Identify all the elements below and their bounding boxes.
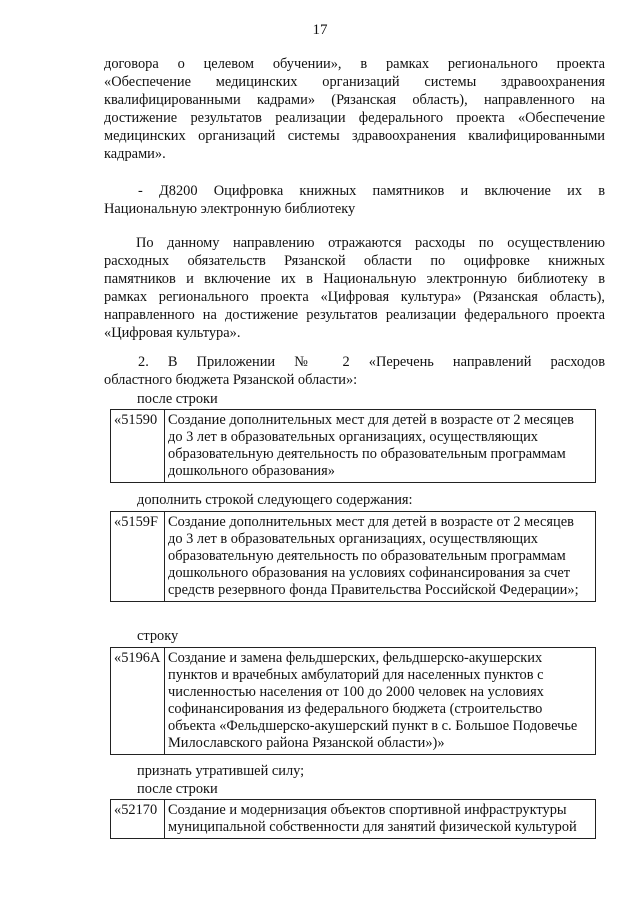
text-line: рамках регионального проекта «Цифровая культура» (Рязанская область),	[104, 289, 605, 305]
text-line: пунктов и врачебных амбулаторий для населенных пунктов с	[168, 667, 544, 683]
budget-row-52170	[110, 799, 596, 839]
text-line: софинансирования из федерального бюджета (строительство	[168, 701, 543, 717]
row-code: «5159F	[111, 512, 165, 602]
text-line: медицинских организаций системы здравоохранения квалифицированными	[104, 128, 605, 144]
text-line: дошкольного образования на условиях софинансирования за счет	[168, 565, 571, 581]
text-line: образовательную деятельность по образовательным программам	[168, 548, 566, 564]
text-line: Создание дополнительных мест для детей в возрасте от 2 месяцев	[168, 514, 574, 530]
text-line: средств резервного фонда Правительства Российской Федерации»;	[168, 582, 579, 598]
text-line: По данному направлению отражаются расходы по осуществлению	[136, 235, 605, 251]
text-line: Милославского района Рязанской области»)»	[168, 735, 445, 751]
page-number: 17	[312, 22, 328, 38]
row-code: «5196А	[111, 648, 165, 755]
text-line: муниципальной собственности для занятий физической культурой	[168, 819, 577, 835]
text-line: достижение результатов реализации федерального проекта «Обеспечение	[104, 110, 605, 126]
direction-paragraph	[104, 234, 605, 342]
text-line: Создание и замена фельдшерских, фельдшерско-акушерских	[168, 650, 543, 666]
text-line: объекта «Фельдшерско-акушерский пункт в с. Большое Подовечье	[168, 718, 578, 734]
row-code: «52170	[111, 800, 165, 839]
text-line: до 3 лет в образовательных организациях, осуществляющих	[168, 429, 539, 445]
after-row-label: после строки	[137, 781, 218, 797]
row-code: «51590	[111, 410, 165, 483]
budget-row-5196a	[110, 647, 596, 755]
budget-row-51590	[110, 409, 596, 483]
text-line: Национальную электронную библиотеку	[104, 201, 356, 217]
text-line: памятников и включение их в Национальную электронную библиотеку в	[104, 271, 605, 287]
text-line: квалифицированными кадрами» (Рязанская область), направленного на	[104, 92, 605, 108]
intro-paragraph	[104, 55, 605, 163]
text-line: Создание дополнительных мест для детей в возрасте от 2 месяцев	[168, 412, 574, 428]
text-line: «Обеспечение медицинских организаций системы здравоохранения	[104, 74, 605, 90]
section-heading-d8200	[104, 182, 605, 218]
text-line: направленного на достижение результатов реализации федерального проекта	[104, 307, 605, 323]
row-label: строку	[137, 628, 179, 644]
text-line: «Цифровая культура».	[104, 325, 241, 341]
after-row-label: после строки	[137, 391, 218, 407]
item-2-paragraph	[104, 353, 605, 389]
text-line: договора о целевом обучении», в рамках регионального проекта	[104, 56, 605, 72]
row-description	[165, 800, 596, 839]
row-description	[165, 648, 596, 755]
invalidate-label: признать утратившей силу;	[137, 763, 305, 779]
budget-row-5159f	[110, 511, 596, 602]
text-line: кадрами».	[104, 146, 166, 162]
text-line: численностью населения от 100 до 2000 человек на условиях	[168, 684, 544, 700]
text-line: до 3 лет в образовательных организациях, осуществляющих	[168, 531, 539, 547]
text-line: образовательную деятельность по образовательным программам	[168, 446, 566, 462]
text-line: дошкольного образования»	[168, 463, 335, 479]
text-line: расходных обязательств Рязанской области по оцифровке книжных	[104, 253, 605, 269]
text-line: - Д8200 Оцифровка книжных памятников и включение их в	[138, 183, 605, 199]
text-line: Создание и модернизация объектов спортивной инфраструктуры	[168, 802, 567, 818]
row-description	[165, 410, 596, 483]
add-row-label: дополнить строкой следующего содержания:	[137, 492, 413, 508]
text-line: областного бюджета Рязанской области»:	[104, 372, 358, 388]
text-line: 2. В Приложении № 2 «Перечень направлений расходов	[138, 354, 605, 370]
row-description	[165, 512, 596, 602]
